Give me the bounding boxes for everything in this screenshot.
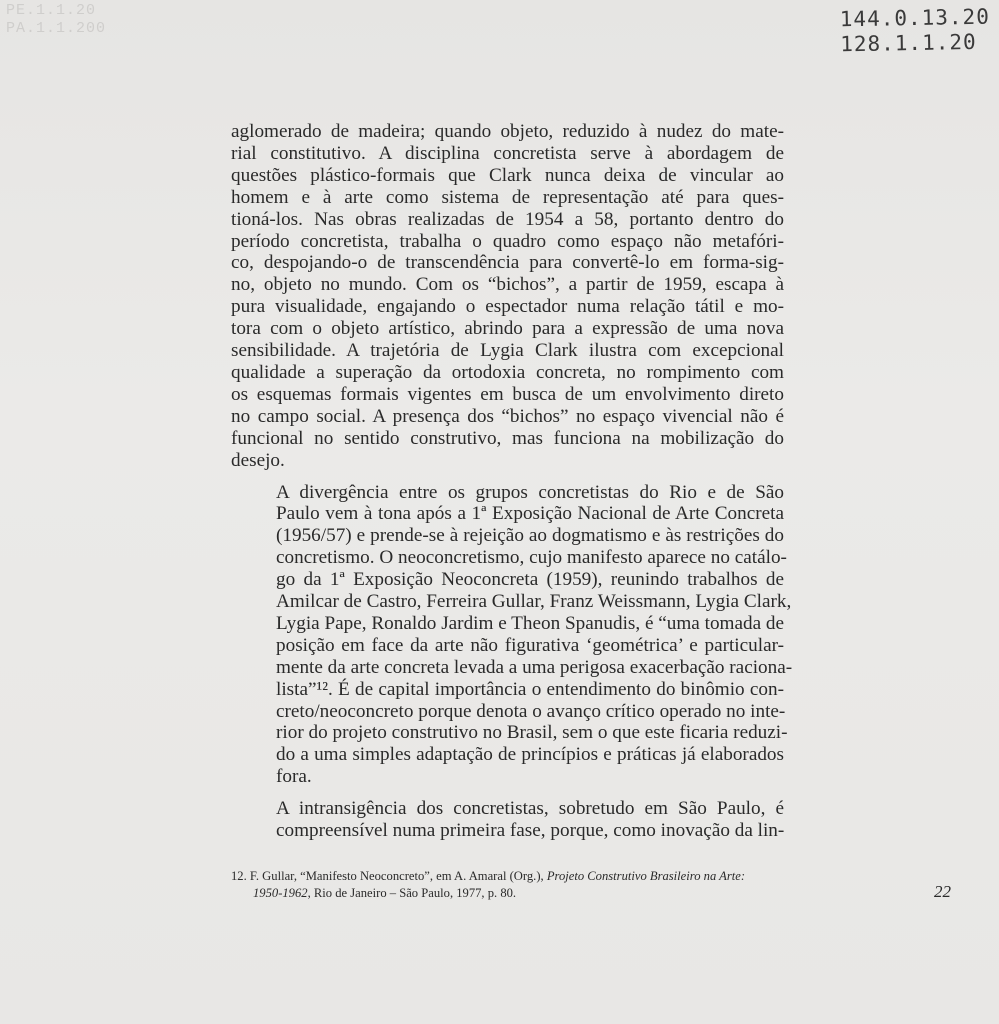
text-line: fora.	[276, 766, 312, 788]
shelf-mark-line-1: 144.0.13.20	[839, 4, 991, 32]
text-line: Amilcar de Castro, Ferreira Gullar, Franz Weissmann, Lygia Clark,	[276, 591, 792, 613]
text-line: mente da arte concreta levada a uma perigosa exacerbação raciona-	[276, 656, 793, 678]
footnote-book-title: Projeto Construtivo Brasileiro na Arte:	[546, 869, 746, 883]
text-line: os esquemas formais vigentes em busca de um envolvimento direto	[231, 383, 784, 405]
text-line: desejo.	[231, 449, 285, 471]
text-line: Lygia Pape, Ronaldo Jardim e Theon Spanudis, é “uma tomada de	[276, 612, 784, 634]
footnote-publication: , Rio de Janeiro – São Paulo, 1977, p. 80.	[307, 886, 517, 900]
text-line: tioná-los. Nas obras realizadas de 1954 a 58, portanto dentro do	[231, 208, 784, 230]
page-number: 22	[934, 882, 951, 901]
text-line: aglomerado de madeira; quando objeto, reduzido à nudez do mate-	[231, 121, 784, 142]
footnote	[231, 868, 784, 902]
text-line: A intransigência dos concretistas, sobretudo em São Paulo, é	[276, 798, 784, 820]
text-line: tora com o objeto artístico, abrindo para a expressão de uma nova	[231, 318, 784, 340]
ghost-stamp-mark: PE.1.1.20 PA.1.1.200	[6, 2, 107, 37]
footnote-book-years: 1950-1962	[253, 886, 308, 900]
text-line: posição em face da arte não figurativa ‘geométrica’ e particular-	[276, 634, 784, 656]
text-line: no campo social. A presença dos “bichos” no espaço vivencial não é	[231, 405, 784, 427]
text-line: funcional no sentido construtivo, mas funciona na mobilização do	[231, 427, 784, 449]
text-line: creto/neoconcreto porque denota o avanço crítico operado no inte-	[276, 700, 786, 722]
text-line: pura visualidade, engajando o espectador numa relação tátil e mo-	[231, 296, 784, 318]
text-line: A divergência entre os grupos concretistas do Rio e de São	[276, 481, 784, 503]
footnote-line-2	[231, 885, 784, 902]
text-line: compreensível numa primeira fase, porque, como inovação da lin-	[276, 820, 785, 842]
paragraph-2	[231, 481, 793, 789]
text-line: no, objeto no mundo. Com os “bichos”, a partir de 1959, escapa à	[231, 274, 784, 296]
text-line: Paulo vem à tona após a 1ª Exposição Nacional de Arte Concreta	[276, 503, 784, 525]
body-text	[231, 121, 793, 842]
text-line: rial constitutivo. A disciplina concretista serve à abordagem de	[231, 142, 784, 164]
text-line: qualidade a superação da ortodoxia concreta, no rompimento com	[231, 361, 784, 383]
paragraph-3	[231, 798, 784, 842]
text-line: homem e à arte como sistema de representação até para ques-	[231, 186, 784, 208]
paragraph-1	[231, 121, 784, 472]
text-line: (1956/57) e prende-se à rejeição ao dogmatismo e às restrições do	[276, 525, 784, 547]
footnote-line-1	[231, 868, 784, 885]
footnote-citation: 12. F. Gullar, “Manifesto Neoconcreto”, em A. Amaral (Org.),	[231, 869, 547, 883]
text-line: concretismo. O neoconcretismo, cujo manifesto aparece no catálo-	[276, 547, 787, 569]
text-line: sensibilidade. A trajetória de Lygia Clark ilustra com excepcional	[231, 340, 784, 362]
shelf-mark-line-2: 128.1.1.20	[840, 29, 977, 57]
text-line: rior do projeto construtivo no Brasil, sem o que este ficaria reduzi-	[276, 722, 788, 744]
text-line: lista”¹². É de capital importância o entendimento do binômio con-	[276, 678, 784, 700]
text-line: questões plástico-formais que Clark nunca deixa de vincular ao	[231, 164, 784, 186]
text-line: co, despojando-o de transcendência para convertê-lo em forma-sig-	[231, 252, 784, 274]
text-line: período concretista, trabalha o quadro como espaço não metafóri-	[231, 230, 784, 252]
text-line: go da 1ª Exposição Neoconcreta (1959), reunindo trabalhos de	[276, 569, 784, 591]
text-line: do a uma simples adaptação de princípios e práticas já elaborados	[276, 744, 784, 766]
handwritten-shelf-mark	[840, 5, 991, 58]
